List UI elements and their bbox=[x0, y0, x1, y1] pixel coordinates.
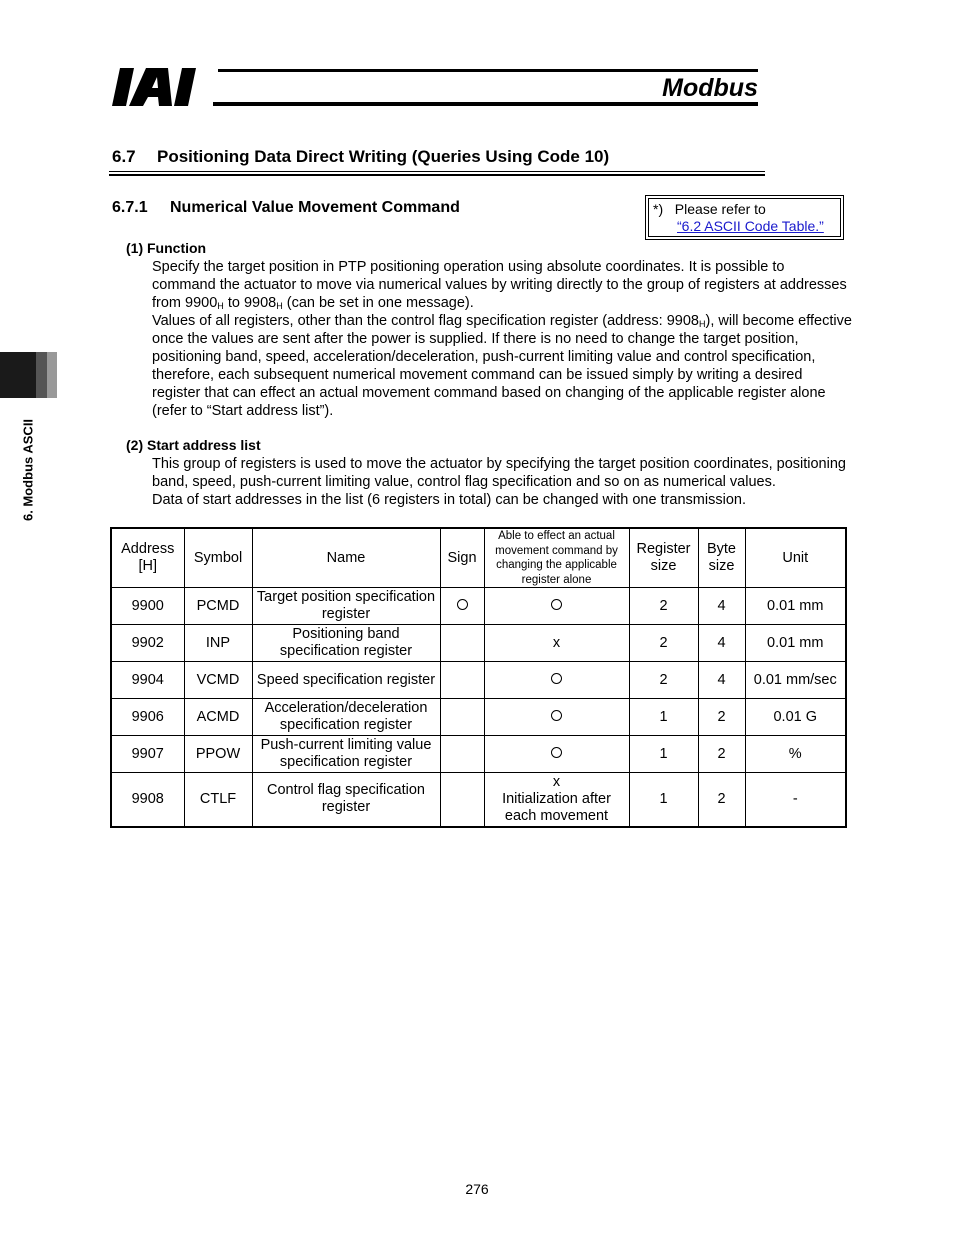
cell-effect: x bbox=[484, 625, 629, 662]
cell-sign bbox=[440, 773, 484, 827]
cell-sign bbox=[440, 699, 484, 736]
start-address-table bbox=[110, 527, 847, 828]
cell-address: 9900 bbox=[111, 588, 184, 625]
cell-register-size: 1 bbox=[629, 773, 698, 827]
note-prefix: *) bbox=[653, 201, 664, 217]
cell-address: 9907 bbox=[111, 736, 184, 773]
cell-register-size: 1 bbox=[629, 736, 698, 773]
header-address: Address [H] bbox=[111, 528, 184, 588]
cell-unit: % bbox=[745, 736, 846, 773]
cell-byte-size: 4 bbox=[698, 662, 745, 699]
reference-note-box bbox=[645, 195, 844, 240]
cell-symbol: PCMD bbox=[184, 588, 252, 625]
cell-unit: 0.01 G bbox=[745, 699, 846, 736]
header-effect: Able to effect an actual movement command by changing the applicable register alone bbox=[484, 528, 629, 588]
header-sign: Sign bbox=[440, 528, 484, 588]
cell-name: Acceleration/deceleration specification register bbox=[252, 699, 440, 736]
table-row bbox=[111, 773, 846, 827]
cell-address: 9908 bbox=[111, 773, 184, 827]
table-row bbox=[111, 736, 846, 773]
table-row bbox=[111, 588, 846, 625]
cell-register-size: 1 bbox=[629, 699, 698, 736]
cell-name: Control flag specification register bbox=[252, 773, 440, 827]
side-tab-marker bbox=[0, 352, 36, 398]
page-number: 276 bbox=[465, 1181, 489, 1197]
table-row bbox=[111, 699, 846, 736]
cell-symbol: VCMD bbox=[184, 662, 252, 699]
section-heading bbox=[112, 147, 609, 167]
cell-unit: - bbox=[745, 773, 846, 827]
cell-byte-size: 4 bbox=[698, 588, 745, 625]
cell-sign bbox=[440, 662, 484, 699]
header-unit: Unit bbox=[745, 528, 846, 588]
start-address-description: This group of registers is used to move the actuator by specifying the target position coordinates, positioning band, speed, push-current limiting value, control flag specification and so on as numerical values. Data of start addresses in the list (6 registers in total) can be changed with one transmission. bbox=[152, 456, 846, 508]
circle-mark-icon bbox=[551, 673, 562, 684]
cell-sign bbox=[440, 588, 484, 625]
note-text: Please refer to bbox=[674, 201, 766, 217]
circle-mark-icon bbox=[551, 747, 562, 758]
cell-name: Push-current limiting value specification register bbox=[252, 736, 440, 773]
cell-sign bbox=[440, 736, 484, 773]
reference-note-inner bbox=[648, 198, 841, 237]
side-tab-marker bbox=[36, 352, 47, 398]
cell-address: 9906 bbox=[111, 699, 184, 736]
subsection-number: 6.7.1 bbox=[112, 199, 148, 216]
cell-symbol: ACMD bbox=[184, 699, 252, 736]
cell-effect bbox=[484, 588, 629, 625]
function-heading: (1) Function bbox=[126, 240, 207, 256]
subsection-heading bbox=[112, 199, 460, 217]
cell-register-size: 2 bbox=[629, 588, 698, 625]
ascii-table-link[interactable]: “6.2 ASCII Code Table.” bbox=[677, 218, 824, 234]
section-rule bbox=[109, 171, 765, 172]
circle-mark-icon bbox=[551, 599, 562, 610]
cell-name: Speed specification register bbox=[252, 662, 440, 699]
cell-byte-size: 2 bbox=[698, 736, 745, 773]
circle-mark-icon bbox=[457, 599, 468, 610]
cell-effect bbox=[484, 736, 629, 773]
cell-unit: 0.01 mm bbox=[745, 588, 846, 625]
cell-byte-size: 2 bbox=[698, 773, 745, 827]
cell-effect: x Initialization after each movement bbox=[484, 773, 629, 827]
header-rule bbox=[218, 69, 758, 72]
cell-effect bbox=[484, 662, 629, 699]
cell-name: Target position specification register bbox=[252, 588, 440, 625]
section-number: 6.7 bbox=[112, 147, 136, 166]
cell-symbol: INP bbox=[184, 625, 252, 662]
cell-effect bbox=[484, 699, 629, 736]
header-byte-size: Byte size bbox=[698, 528, 745, 588]
cell-address: 9902 bbox=[111, 625, 184, 662]
cell-address: 9904 bbox=[111, 662, 184, 699]
cell-unit: 0.01 mm/sec bbox=[745, 662, 846, 699]
cell-register-size: 2 bbox=[629, 625, 698, 662]
start-address-heading: (2) Start address list bbox=[126, 437, 261, 453]
cell-unit: 0.01 mm bbox=[745, 625, 846, 662]
section-title: Positioning Data Direct Writing (Queries Using Code 10) bbox=[157, 147, 610, 166]
cell-byte-size: 2 bbox=[698, 699, 745, 736]
chapter-side-label: 6. Modbus ASCII bbox=[20, 418, 36, 522]
cell-symbol: CTLF bbox=[184, 773, 252, 827]
table-row bbox=[111, 625, 846, 662]
table-row bbox=[111, 662, 846, 699]
header-register-size: Register size bbox=[629, 528, 698, 588]
side-tab-marker bbox=[47, 352, 57, 398]
header-title: Modbus bbox=[662, 74, 758, 102]
function-description: Specify the target position in PTP positioning operation using absolute coordinates. It is possible to command the actuator to move via numerical values by writing directly to the group of registers at addresses from $9900_H$ to $9908_H$ (can be set in one message). Values of all registers, other than the control flag specification register (address: $9908_H$), will become effective once the values are sent after the power is supplied. If there is no need to change the target position, positioning band, speed, acceleration/deceleration, push-current limiting value and control specification, therefore, each subsequent numerical movement command can be issued simply by writing a desired register that can effect an actual movement command based on changing of the applicable register alone (refer to “Start address list”). bbox=[152, 259, 852, 419]
circle-mark-icon bbox=[551, 710, 562, 721]
header-name: Name bbox=[252, 528, 440, 588]
cell-symbol: PPOW bbox=[184, 736, 252, 773]
iai-logo bbox=[112, 68, 212, 106]
cell-register-size: 2 bbox=[629, 662, 698, 699]
header-symbol: Symbol bbox=[184, 528, 252, 588]
cell-name: Positioning band specification register bbox=[252, 625, 440, 662]
section-rule bbox=[109, 174, 765, 176]
cell-sign bbox=[440, 625, 484, 662]
subsection-title: Numerical Value Movement Command bbox=[170, 199, 460, 216]
cell-byte-size: 4 bbox=[698, 625, 745, 662]
